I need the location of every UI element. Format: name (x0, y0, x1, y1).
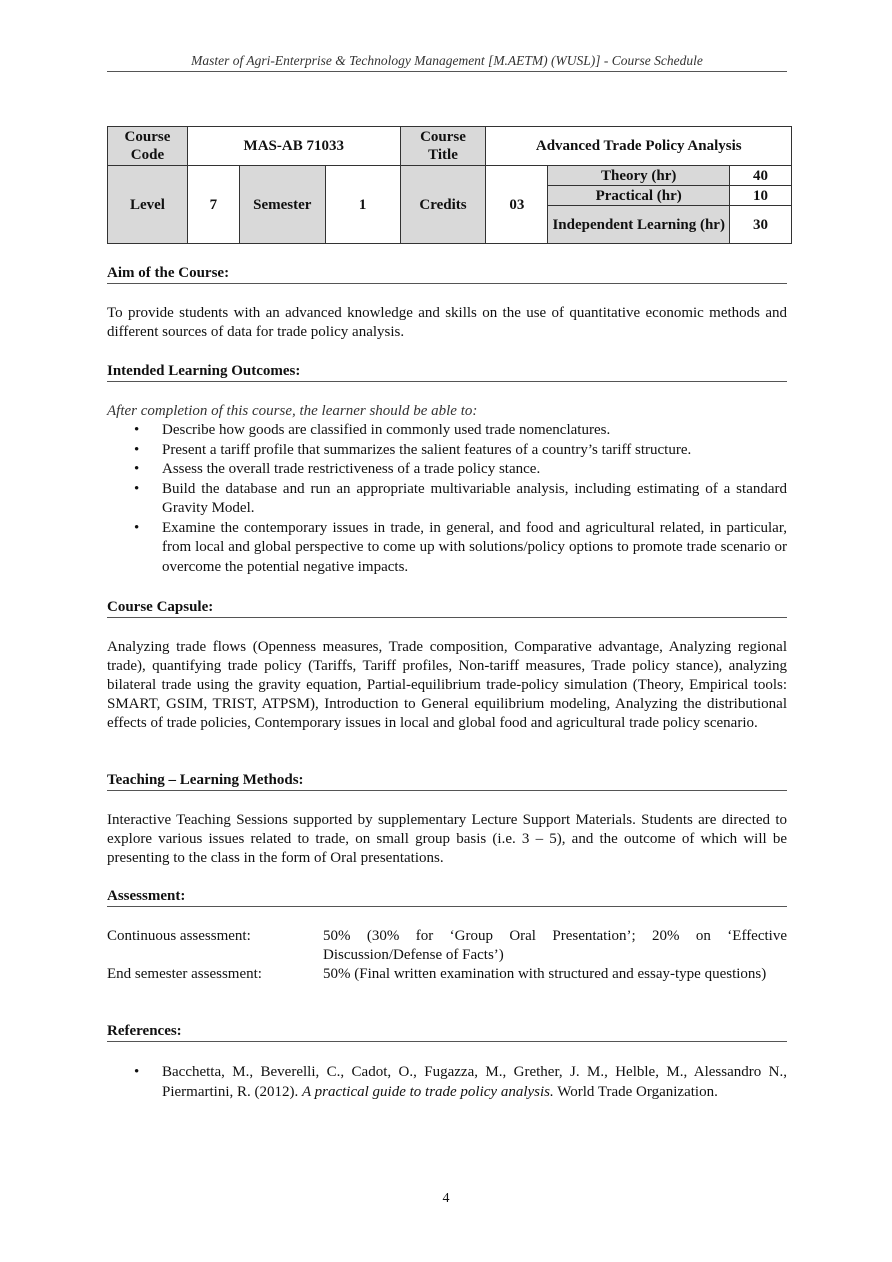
course-code-value: MAS-AB 71033 (187, 127, 400, 166)
reference-authors: Bacchetta, M., Beverelli, C., Cadot, O., Fugazza, M., Grether, J. M., Helble, M., Alessandro N., Piermartini, R. (2012). (162, 1064, 787, 1100)
course-info-table (107, 126, 792, 244)
aim-section (107, 264, 787, 342)
credits-value: 03 (486, 166, 548, 244)
assessment-section (107, 887, 787, 984)
reference-title: A practical guide to trade policy analysis. (301, 1083, 554, 1100)
capsule-section (107, 598, 787, 733)
theory-hours-value: 40 (730, 166, 792, 186)
aim-text: To provide students with an advanced knowledge and skills on the use of quantitative economic methods and different sources of data for trade policy analysis. (107, 305, 787, 340)
bullet-icon: • (134, 1064, 140, 1080)
capsule-text: Analyzing trade flows (Openness measures, Trade composition, Comparative advantage, Analyzing regional trade), quantifying trade policy (Tariffs, Tariff profiles, Non-tariff measures, Trade policy stance), analyzing bilateral trade using the gravity equation, Partial-equilibrium trade-policy simulation (Theory, Empirical tools: SMART, GSIM, TRIST, ATPSM), Introduction to General equilibrium modeling, Analyzing the distributional effects of trade policies, Contemporary issues in local and global food and agricultural trade policy scenario. (107, 639, 787, 731)
ilo-item: • Present a tariff profile that summarizes the salient features of a country’s tariff structure. (107, 441, 787, 461)
bullet-icon: • (134, 519, 140, 536)
level-value: 7 (187, 166, 239, 244)
assessment-heading: Assessment: (107, 887, 787, 907)
theory-hours-label: Theory (hr) (548, 166, 730, 186)
semester-label: Semester (239, 166, 325, 244)
semester-value: 1 (325, 166, 400, 244)
ilo-list (107, 421, 787, 577)
assessment-value: 50% (30% for ‘Group Oral Presentation’; 20% on ‘Effective Discussion/Defense of Facts’) (323, 928, 787, 963)
ilo-section (107, 362, 787, 577)
references-heading: References: (107, 1022, 787, 1042)
assessment-row (107, 965, 787, 984)
independent-learning-value: 30 (730, 206, 792, 244)
ilo-item: • Build the database and run an appropriate multivariable analysis, including estimating of a standard Gravity Model. (134, 480, 787, 516)
bullet-icon: • (134, 480, 140, 497)
running-header: Master of Agri-Enterprise & Technology Management [M.AETM) (WUSL)] - Course Schedule (107, 53, 787, 72)
methods-section (107, 771, 787, 868)
page-number: 4 (442, 1191, 450, 1206)
assessment-label: End semester assessment: (107, 966, 262, 982)
bullet-icon: • (134, 441, 140, 458)
credits-label: Credits (400, 166, 486, 244)
independent-learning-label: Independent Learning (hr) (548, 206, 730, 244)
assessment-value: 50% (Final written examination with structured and essay-type questions) (323, 966, 767, 982)
ilo-item: • Assess the overall trade restrictiveness of a trade policy stance. (107, 460, 787, 480)
methods-heading: Teaching – Learning Methods: (107, 771, 787, 791)
reference-item (107, 1063, 787, 1102)
reference-publisher: World Trade Organization. (557, 1083, 718, 1100)
practical-hours-value: 10 (730, 186, 792, 206)
aim-heading: Aim of the Course: (107, 264, 787, 284)
ilo-item: • Describe how goods are classified in commonly used trade nomenclatures. (107, 421, 787, 441)
assessment-label: Continuous assessment: (107, 928, 251, 944)
course-title-label: Course Title (400, 127, 486, 166)
bullet-icon: • (134, 422, 140, 438)
ilo-intro: After completion of this course, the learner should be able to: (107, 403, 478, 419)
course-code-label: Course Code (108, 127, 188, 166)
assessment-list (107, 927, 787, 984)
references-list (107, 1063, 787, 1102)
practical-hours-label: Practical (hr) (548, 186, 730, 206)
ilo-item: • Examine the contemporary issues in trade, in general, and food and agricultural related, in particular, from local and global perspective to come up with solutions/policy options to promote trade scenario or overcome the potential negative impacts. (134, 519, 787, 575)
ilo-heading: Intended Learning Outcomes: (107, 362, 787, 382)
references-section (107, 1022, 787, 1102)
level-label: Level (108, 166, 188, 244)
course-title-value: Advanced Trade Policy Analysis (486, 127, 792, 166)
capsule-heading: Course Capsule: (107, 598, 787, 618)
methods-text: Interactive Teaching Sessions supported by supplementary Lecture Support Materials. Students are directed to explore various issues related to trade, on small group basis (i.e. 3 – 5), and the outcome of which will be presenting to the class in the form of Oral presentations. (107, 812, 787, 866)
assessment-row (107, 927, 787, 965)
bullet-icon: • (134, 461, 140, 477)
